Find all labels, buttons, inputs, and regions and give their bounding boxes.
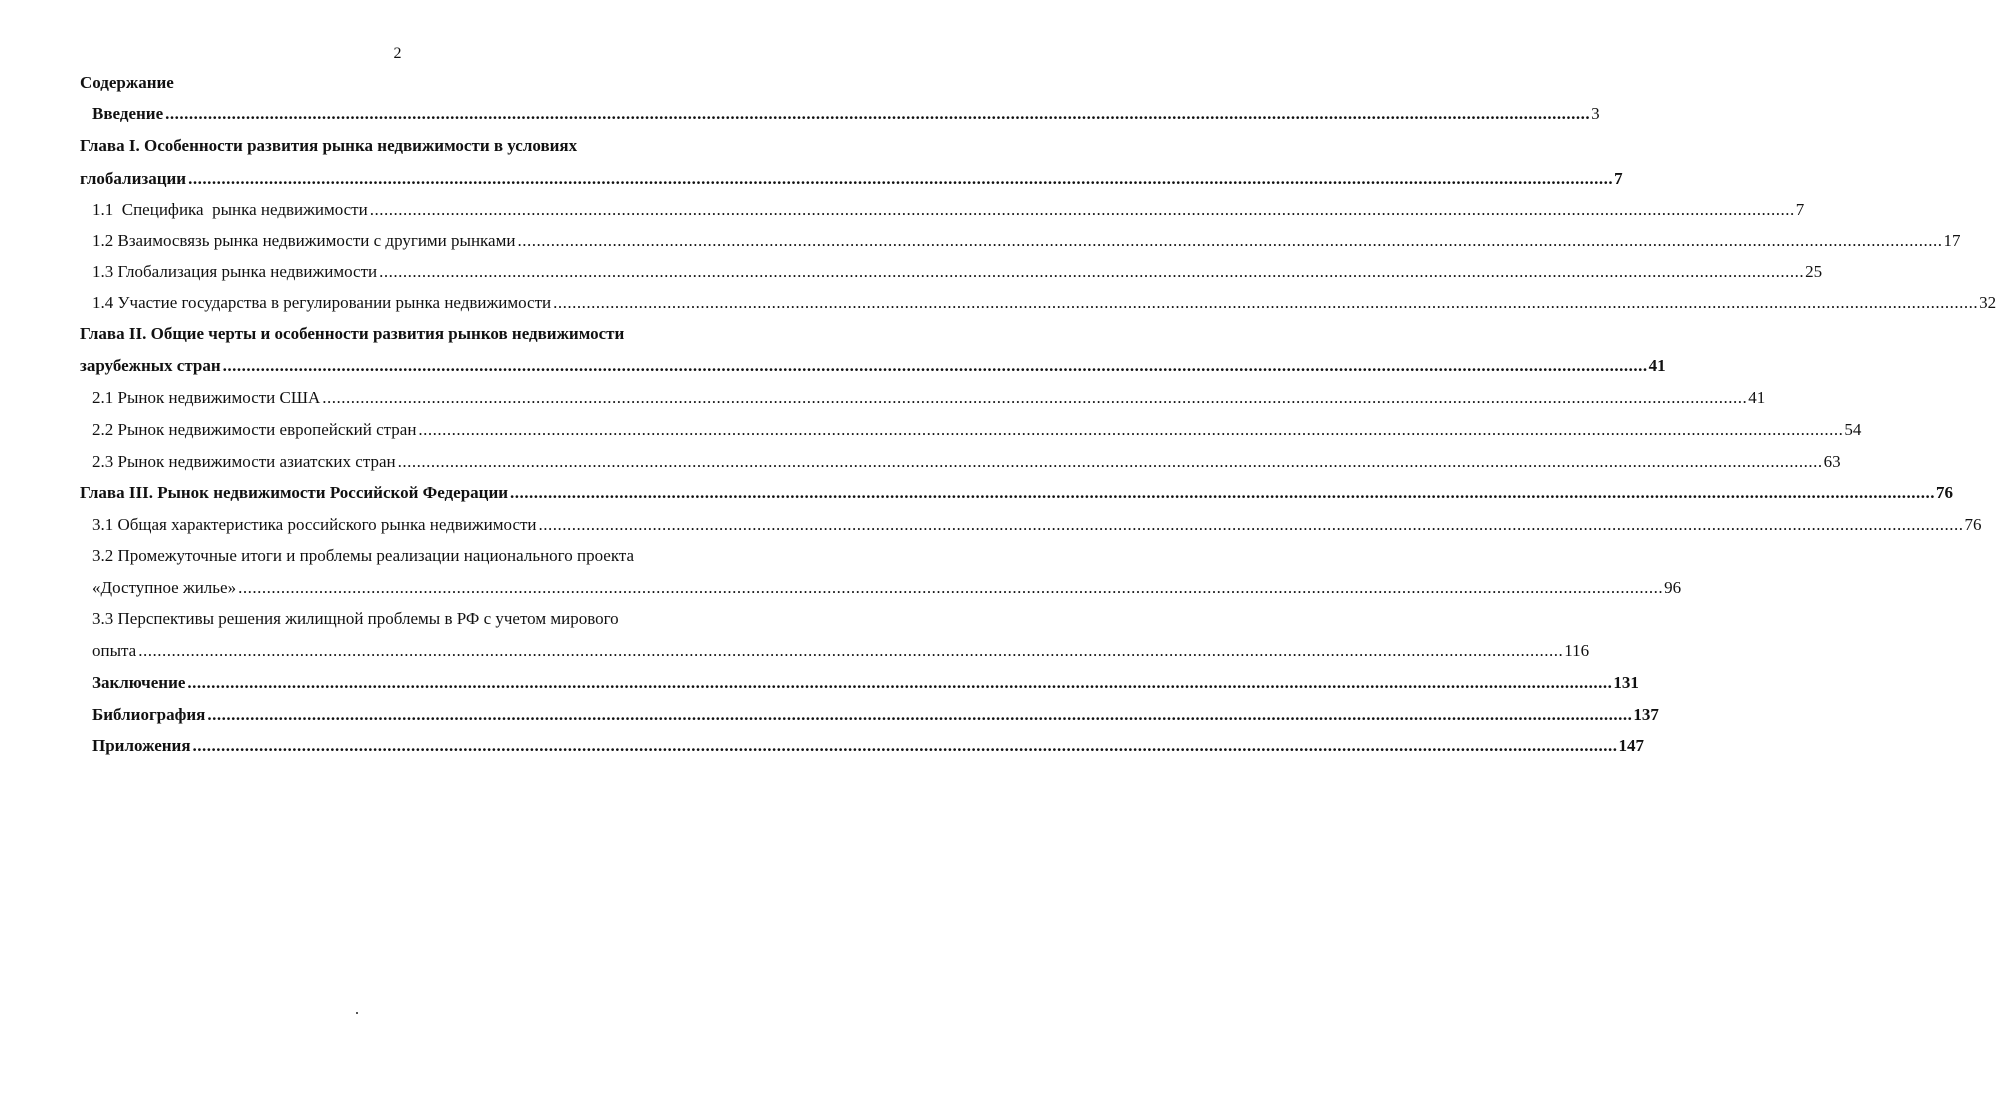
toc-entry-3-3: [92, 640, 1590, 662]
toc-entry-page: 3: [1591, 104, 1600, 123]
toc-entry-title: 1.3 Глобализация рынка недвижимости: [92, 262, 378, 281]
toc-entry-intro: [92, 103, 1600, 125]
toc-entry-page: 116: [1564, 641, 1590, 660]
toc-entry-page: 137: [1633, 705, 1659, 724]
toc-entry-page: 76: [1936, 483, 1954, 502]
dot-leader: ............................................................................................................................................................................................................................................................................................................: [369, 200, 1795, 219]
toc-entry-2-3: [92, 451, 1841, 473]
dot-leader: ............................................................................................................................................................................................................................................................................................................: [187, 673, 1613, 692]
toc-entry-page: 7: [1795, 200, 1805, 219]
toc-entry-page: 63: [1823, 452, 1841, 471]
toc-entry-1-3: [92, 261, 1823, 283]
toc-entry-title: 1.1 Специфика рынка недвижимости: [92, 200, 368, 219]
toc-entry-3-3-title: 3.3 Перспективы решения жилищной проблемы в РФ с учетом мирового: [92, 609, 619, 628]
toc-entry-page: 41: [1648, 356, 1666, 375]
dot-leader: ............................................................................................................................................................................................................................................................................................................: [517, 231, 1943, 250]
toc-entry-2-2: [92, 419, 1862, 441]
toc-entry-title: 3.1 Общая характеристика российского рынка недвижимости: [92, 515, 537, 534]
dot-leader: ............................................................................................................................................................................................................................................................................................................: [379, 262, 1805, 281]
dot-leader: ............................................................................................................................................................................................................................................................................................................: [322, 388, 1748, 407]
dot-leader: ............................................................................................................................................................................................................................................................................................................: [238, 578, 1664, 597]
toc-entry-title: 2.3 Рынок недвижимости азиатских стран: [92, 452, 396, 471]
toc-entry-title: глобализации: [80, 169, 187, 188]
toc-entry-page: 147: [1618, 736, 1645, 755]
scan-speck: [356, 1012, 358, 1014]
dot-leader: ............................................................................................................................................................................................................................................................................................................: [207, 705, 1633, 724]
toc-entry-1-1: [92, 199, 1805, 221]
toc-entry-3-2: [92, 577, 1682, 599]
dot-leader: ............................................................................................................................................................................................................................................................................................................: [222, 356, 1648, 375]
toc-entry-title: 2.2 Рынок недвижимости европейский стран: [92, 420, 417, 439]
toc-entry-conclusion: [92, 672, 1639, 694]
toc-entry-title: 2.1 Рынок недвижимости США: [92, 388, 321, 407]
toc-entry-1-2: [92, 230, 1961, 252]
toc-chapter-1-title: Глава I. Особенности развития рынка недвижимости в условиях: [80, 136, 578, 155]
toc-entry-3-1: [92, 514, 1982, 536]
dot-leader: ............................................................................................................................................................................................................................................................................................................: [192, 736, 1618, 755]
toc-entry-chapter-2: [80, 355, 1666, 377]
toc-entry-chapter-1: [80, 168, 1623, 190]
page-number: 2: [393, 45, 402, 62]
dot-leader: ............................................................................................................................................................................................................................................................................................................: [188, 169, 1614, 188]
toc-entry-chapter-3: [80, 482, 1954, 504]
toc-entry-page: 131: [1613, 673, 1639, 692]
toc-entry-page: 25: [1805, 262, 1823, 281]
toc-chapter-2-title: Глава II. Общие черты и особенности развития рынков недвижимости: [80, 324, 625, 343]
toc-entry-title: «Доступное жилье»: [92, 578, 237, 597]
toc-entry-title: Приложения: [92, 736, 191, 755]
dot-leader: ............................................................................................................................................................................................................................................................................................................: [510, 483, 1936, 502]
toc-entry-page: 96: [1664, 578, 1682, 597]
toc-entry-title: 1.2 Взаимосвязь рынка недвижимости с другими рынками: [92, 231, 516, 250]
dot-leader: ............................................................................................................................................................................................................................................................................................................: [553, 293, 1979, 312]
toc-entry-page: 32: [1979, 293, 1996, 312]
toc-entry-appendices: [92, 735, 1645, 757]
dot-leader: ............................................................................................................................................................................................................................................................................................................: [138, 641, 1564, 660]
toc-entry-page: 54: [1844, 420, 1862, 439]
toc-entry-bibliography: [92, 704, 1659, 726]
toc-heading: Содержание: [80, 73, 174, 92]
toc-entry-title: Глава III. Рынок недвижимости Российской Федерации: [80, 483, 509, 502]
toc-entry-page: 7: [1614, 169, 1623, 188]
toc-entry-page: 76: [1964, 515, 1982, 534]
dot-leader: ............................................................................................................................................................................................................................................................................................................: [397, 452, 1823, 471]
toc-entry-2-1: [92, 387, 1766, 409]
toc-entry-3-2-title: 3.2 Промежуточные итоги и проблемы реализации национального проекта: [92, 546, 635, 565]
dot-leader: ............................................................................................................................................................................................................................................................................................................: [165, 104, 1591, 123]
toc-entry-title: Библиография: [92, 705, 206, 724]
dot-leader: ............................................................................................................................................................................................................................................................................................................: [538, 515, 1964, 534]
toc-entry-title: опыта: [92, 641, 137, 660]
toc-entry-page: 41: [1748, 388, 1766, 407]
dot-leader: ............................................................................................................................................................................................................................................................................................................: [418, 420, 1844, 439]
toc-entry-1-4: [92, 292, 1996, 314]
toc-entry-title: 1.4 Участие государства в регулировании рынка недвижимости: [92, 293, 552, 312]
toc-entry-title: Заключение: [92, 673, 186, 692]
toc-entry-page: 17: [1943, 231, 1961, 250]
toc-entry-title: Введение: [92, 104, 164, 123]
toc-entry-title: зарубежных стран: [80, 356, 221, 375]
